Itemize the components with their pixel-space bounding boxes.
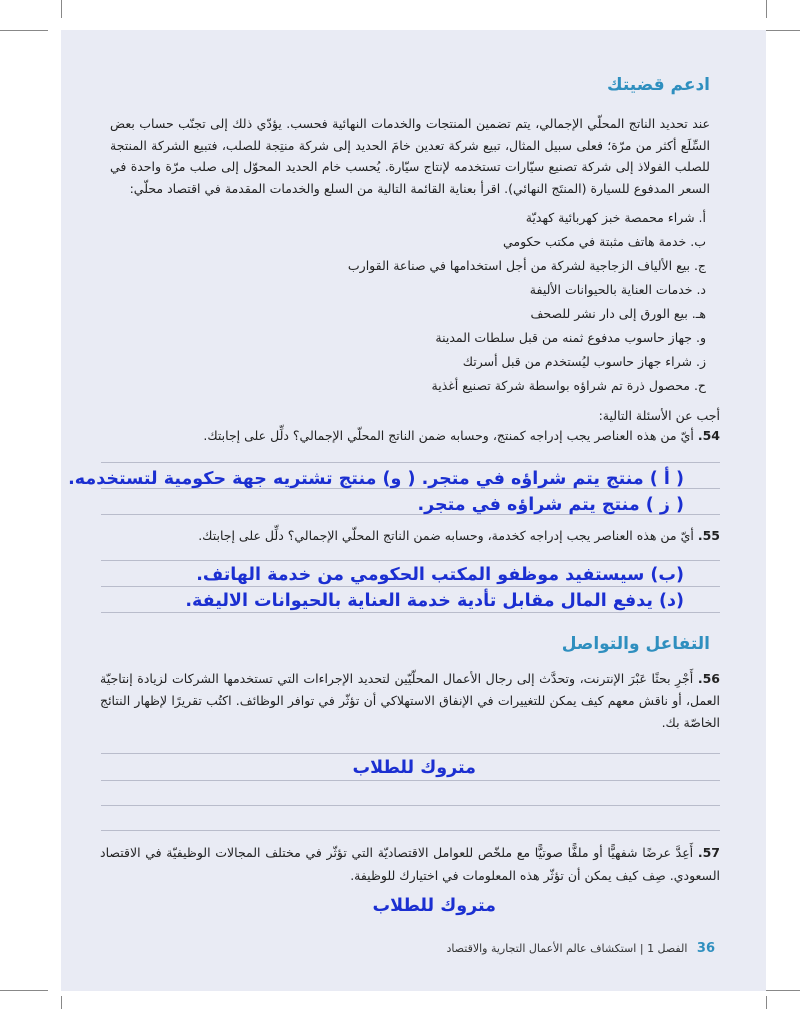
question-number: 57. bbox=[697, 845, 720, 860]
question-57 bbox=[100, 841, 720, 887]
list-item: ز. شراء جهاز حاسوب ليُستخدم من قبل أسرتك bbox=[462, 354, 706, 369]
answer-55-line2: (د) يدفع المال مقابل تأدية خدمة العناية بالحيوانات الاليفة. bbox=[185, 591, 684, 611]
question-text: أيّ من هذه العناصر يجب إدراجه كمنتج، وحسابه ضمن الناتج المحلّي الإجمالي؟ دلِّل على إجابتك. bbox=[203, 428, 694, 443]
answer-line bbox=[101, 586, 720, 587]
question-number: 54. bbox=[697, 428, 720, 443]
answer-line bbox=[101, 780, 720, 781]
question-number: 56. bbox=[697, 671, 720, 686]
section-title: ادعم قضيتك bbox=[606, 75, 710, 95]
list-item: أ. شراء محمصة خبز كهربائية كهديّة bbox=[525, 210, 706, 225]
crop-mark bbox=[0, 990, 48, 991]
answer-prompt: أجب عن الأسئلة التالية: bbox=[598, 408, 720, 423]
answer-line bbox=[101, 805, 720, 806]
list-item: و. جهاز حاسوب مدفوع ثمنه من قبل سلطات المدينة bbox=[435, 330, 706, 345]
answer-54-line2: ( ز ) منتج يتم شراؤه في متجر. bbox=[417, 495, 684, 515]
crop-mark bbox=[766, 996, 767, 1009]
list-item: هـ. بيع الورق إلى دار نشر للصحف bbox=[530, 306, 706, 321]
question-text: أَجْرِ بحثًا عَبْرَ الإنترنت، وتحدَّث إلى رجال الأعمال المحلّيّين لتحديد الإجراءات التي تستخدمها الشركات لزيادة إنتاجيّة العمل، أو ناقش معهم كيف يمكن للتغييرات في الإنفاق الاستهلاكي أن تؤثّر في توافر الوظائف. اكتُب تقريرًا لإظهار النتائج الخاصّة بك. bbox=[100, 671, 720, 730]
answer-line bbox=[101, 560, 720, 561]
crop-mark bbox=[766, 0, 767, 18]
crop-mark bbox=[0, 30, 48, 31]
answer-line bbox=[101, 462, 720, 463]
question-55 bbox=[198, 528, 720, 543]
list-item: د. خدمات العناية بالحيوانات الأليفة bbox=[529, 282, 706, 297]
question-56 bbox=[100, 668, 720, 734]
answer-56: متروك للطلاب bbox=[352, 758, 476, 778]
list-item: ب. خدمة هاتف مثبتة في مكتب حكومي bbox=[502, 234, 706, 249]
list-item: ح. محصول ذرة تم شراؤه بواسطة شركة تصنيع أغذية bbox=[431, 378, 706, 393]
question-54 bbox=[203, 428, 720, 443]
intro-paragraph: عند تحديد الناتج المحلّي الإجمالي، يتم تضمين المنتجات والخدمات النهائية فحسب. يؤدّي ذلك إلى تجنّب حساب بعض السِّلَع أكثر من مرّة؛ فعلى سبيل المثال، تبيع شركة تعدين خامَ الحديد إلى شركة منتِجة للصلب، فتبيع الشركة المنتجة للصلب الفولاذ إلى شركة تصنيع سيّارات تستخدمه لإنتاج سيّارة. يُحسب خام الحديد المحوّل إلى صلب مرّة واحدة في السعر المدفوع للسيارة (المنتَج النهائي). اقرأ بعناية القائمة التالية من السلع والخدمات المقدمة في اقتصاد محلّي: bbox=[110, 116, 710, 196]
answer-line bbox=[101, 753, 720, 754]
section-title: التفاعل والتواصل bbox=[561, 634, 710, 654]
textbook-page bbox=[61, 30, 766, 991]
answer-line bbox=[101, 612, 720, 613]
crop-mark bbox=[61, 996, 62, 1009]
answer-55-line1: (ب) سيستفيد موظفو المكتب الحكومي من خدمة الهاتف. bbox=[196, 565, 684, 585]
chapter-title: استكشاف عالم الأعمال التجارية والاقتصاد bbox=[446, 942, 637, 955]
answer-57: متروك للطلاب bbox=[372, 896, 496, 916]
crop-mark bbox=[61, 0, 62, 18]
list-item: ج. بيع الألياف الزجاجية لشركة من أجل استخدامها في صناعة القوارب bbox=[347, 258, 706, 273]
question-text: أَعِدَّ عرضًا شفهيًّا أو ملفًّا صوتيًّا مع ملخّص للعوامل الاقتصاديّة التي تؤثّر في مختلف المجالات الوظيفيّة في الاقتصاد السعودي. صِف كيف يمكن أن تؤثّر هذه المعلومات في اختيارك للوظيفة. bbox=[100, 845, 720, 883]
footer-separator: | bbox=[639, 942, 644, 955]
page-number: 36 bbox=[696, 941, 715, 956]
question-text: أيّ من هذه العناصر يجب إدراجه كخدمة، وحسابه ضمن الناتج المحلّي الإجمالي؟ دلِّل على إجابتك. bbox=[198, 528, 694, 543]
question-number: 55. bbox=[697, 528, 720, 543]
chapter-label: الفصل 1 bbox=[647, 942, 688, 955]
answer-line bbox=[101, 830, 720, 831]
page-footer bbox=[446, 941, 715, 956]
answer-54-line1: ( أ ) منتج يتم شراؤه في متجر. ( و) منتج تشتريه جهة حكومية لتستخدمه. bbox=[68, 469, 684, 489]
